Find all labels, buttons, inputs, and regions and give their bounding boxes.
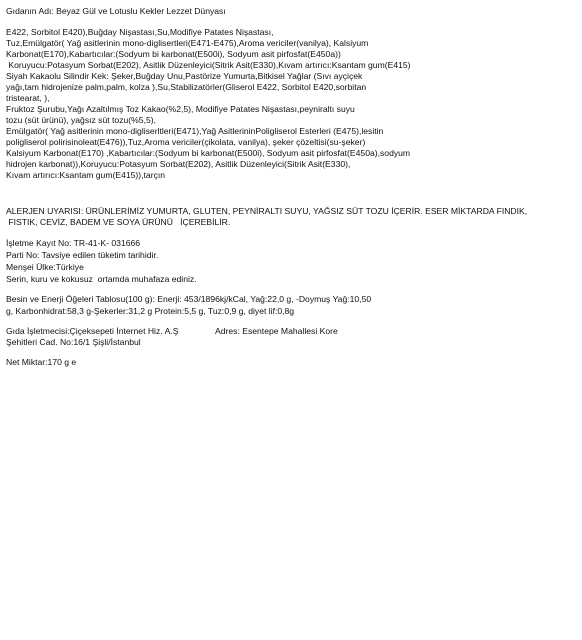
- ingredients-line: hidrojen karbonat)),Koruyucu:Potasyum Sorbat(E202), Asitlik Düzenleyici(Sitrik Asit(E330),: [6, 159, 351, 169]
- ingredients-line: Kıvam artırıcı:Ksantam gum(E415)),tarçın: [6, 170, 166, 180]
- net-weight: Net Miktar:170 g e: [6, 357, 77, 367]
- nutrition-line: Besin ve Enerji Öğeleri Tablosu(100 g): Enerji: 453/1896kj/kCal, Yağ:22,0 g, -Doymuş Yağ:10,50: [6, 294, 372, 304]
- registration-number: İşletme Kayıt No: TR-41-K- 031666: [6, 238, 141, 248]
- storage-instructions: Serin, kuru ve kokusuz ortamda muhafaza ediniz.: [6, 274, 197, 284]
- product-name-line: Gıdanın Adı: Beyaz Gül ve Lotuslu Kekler Lezzet Dünyası: [6, 6, 226, 16]
- ingredients-line: yağı,tam hidrojenize palm,palm, kolza ),Su,Stabilizatörler(Gliserol E422, Sorbitol E420,sorbitan: [6, 82, 367, 92]
- batch-number: Parti No: Tavsiye edilen tüketim tarihidir.: [6, 250, 159, 260]
- ingredients-line: Karbonat(E170),Kabartıcılar:(Sodyum bi karbonat(E500i), Sodyum asit pirfosfat(E450a)): [6, 49, 341, 59]
- ingredients-line: Kalsiyum Karbonat(E170) ,Kabartıcılar:(Sodyum bi karbonat(E500i), Sodyum asit pirfosfat(E450a),sodyum: [6, 148, 411, 158]
- business-name: Gıda İşletmecisi:Çiçeksepeti İnternet Hiz. A.Ş: [6, 326, 179, 336]
- ingredients-line: Emülgatör( Yağ asitlerinin mono-digliserltleri(E471),Yağ AsitlerininPoligliserol Esterleri (E475),lesitin: [6, 126, 384, 136]
- allergen-line: FISTIK, CEVİZ, BADEM VE SOYA ÜRÜNÜ İÇEREBİLİR.: [6, 217, 231, 227]
- ingredients-line: Siyah Kakaolu Silindir Kek: Şeker,Buğday Unu,Pastörize Yumurta,Bitkisel Yağlar (Sıvı ayçiçek: [6, 71, 363, 81]
- business-address: Adres: Esentepe Mahallesi Kore: [215, 326, 338, 336]
- ingredients-line: E422, Sorbitol E420),Buğday Nişastası,Su,Modifiye Patates Nişastası,: [6, 27, 274, 37]
- ingredients-line: Koruyucu:Potasyum Sorbat(E202), Asitlik Düzenleyici(Sitrik Asit(E330),Kıvam artırıcı:Ksantam gum(E415): [6, 60, 411, 70]
- ingredients-line: Tuz,Emülgatör( Yağ asitlerinin mono-diglisertleri(E471-E475),Aroma vericiler(vanilya), Kalsiyum: [6, 38, 369, 48]
- nutrition-line: g, Karbonhidrat:58,3 g-Şekerler:31,2 g Protein:5,5 g, Tuz:0,9 g, diyet lif:0,8g: [6, 306, 295, 316]
- ingredients-line: poligliserol polirisinoleat(E476)),Tuz,Aroma vericiler(çikolata, vanilya), şeker çözeltisi(su-şeker): [6, 137, 366, 147]
- ingredients-line: tristearat, ),: [6, 93, 50, 103]
- allergen-line: ALERJEN UYARISI: ÜRÜNLERİMİZ YUMURTA, GLUTEN, PEYNİRALTI SUYU, YAĞSIZ SÜT TOZU İÇERİR. ESER MİKTARDA FINDIK,: [6, 206, 528, 216]
- country-of-origin: Menşei Ülke:Türkiye: [6, 262, 84, 272]
- business-address-cont: Şehitleri Cad. No:16/1 Şişli/İstanbul: [6, 337, 141, 347]
- ingredients-line: Fruktoz Şurubu,Yağı Azaltılmış Toz Kakao(%2,5), Modifiye Patates Nişastası,peyniraltı suyu: [6, 104, 355, 114]
- ingredients-line: tozu (süt ürünü), yağsız süt tozu(%5,5),: [6, 115, 156, 125]
